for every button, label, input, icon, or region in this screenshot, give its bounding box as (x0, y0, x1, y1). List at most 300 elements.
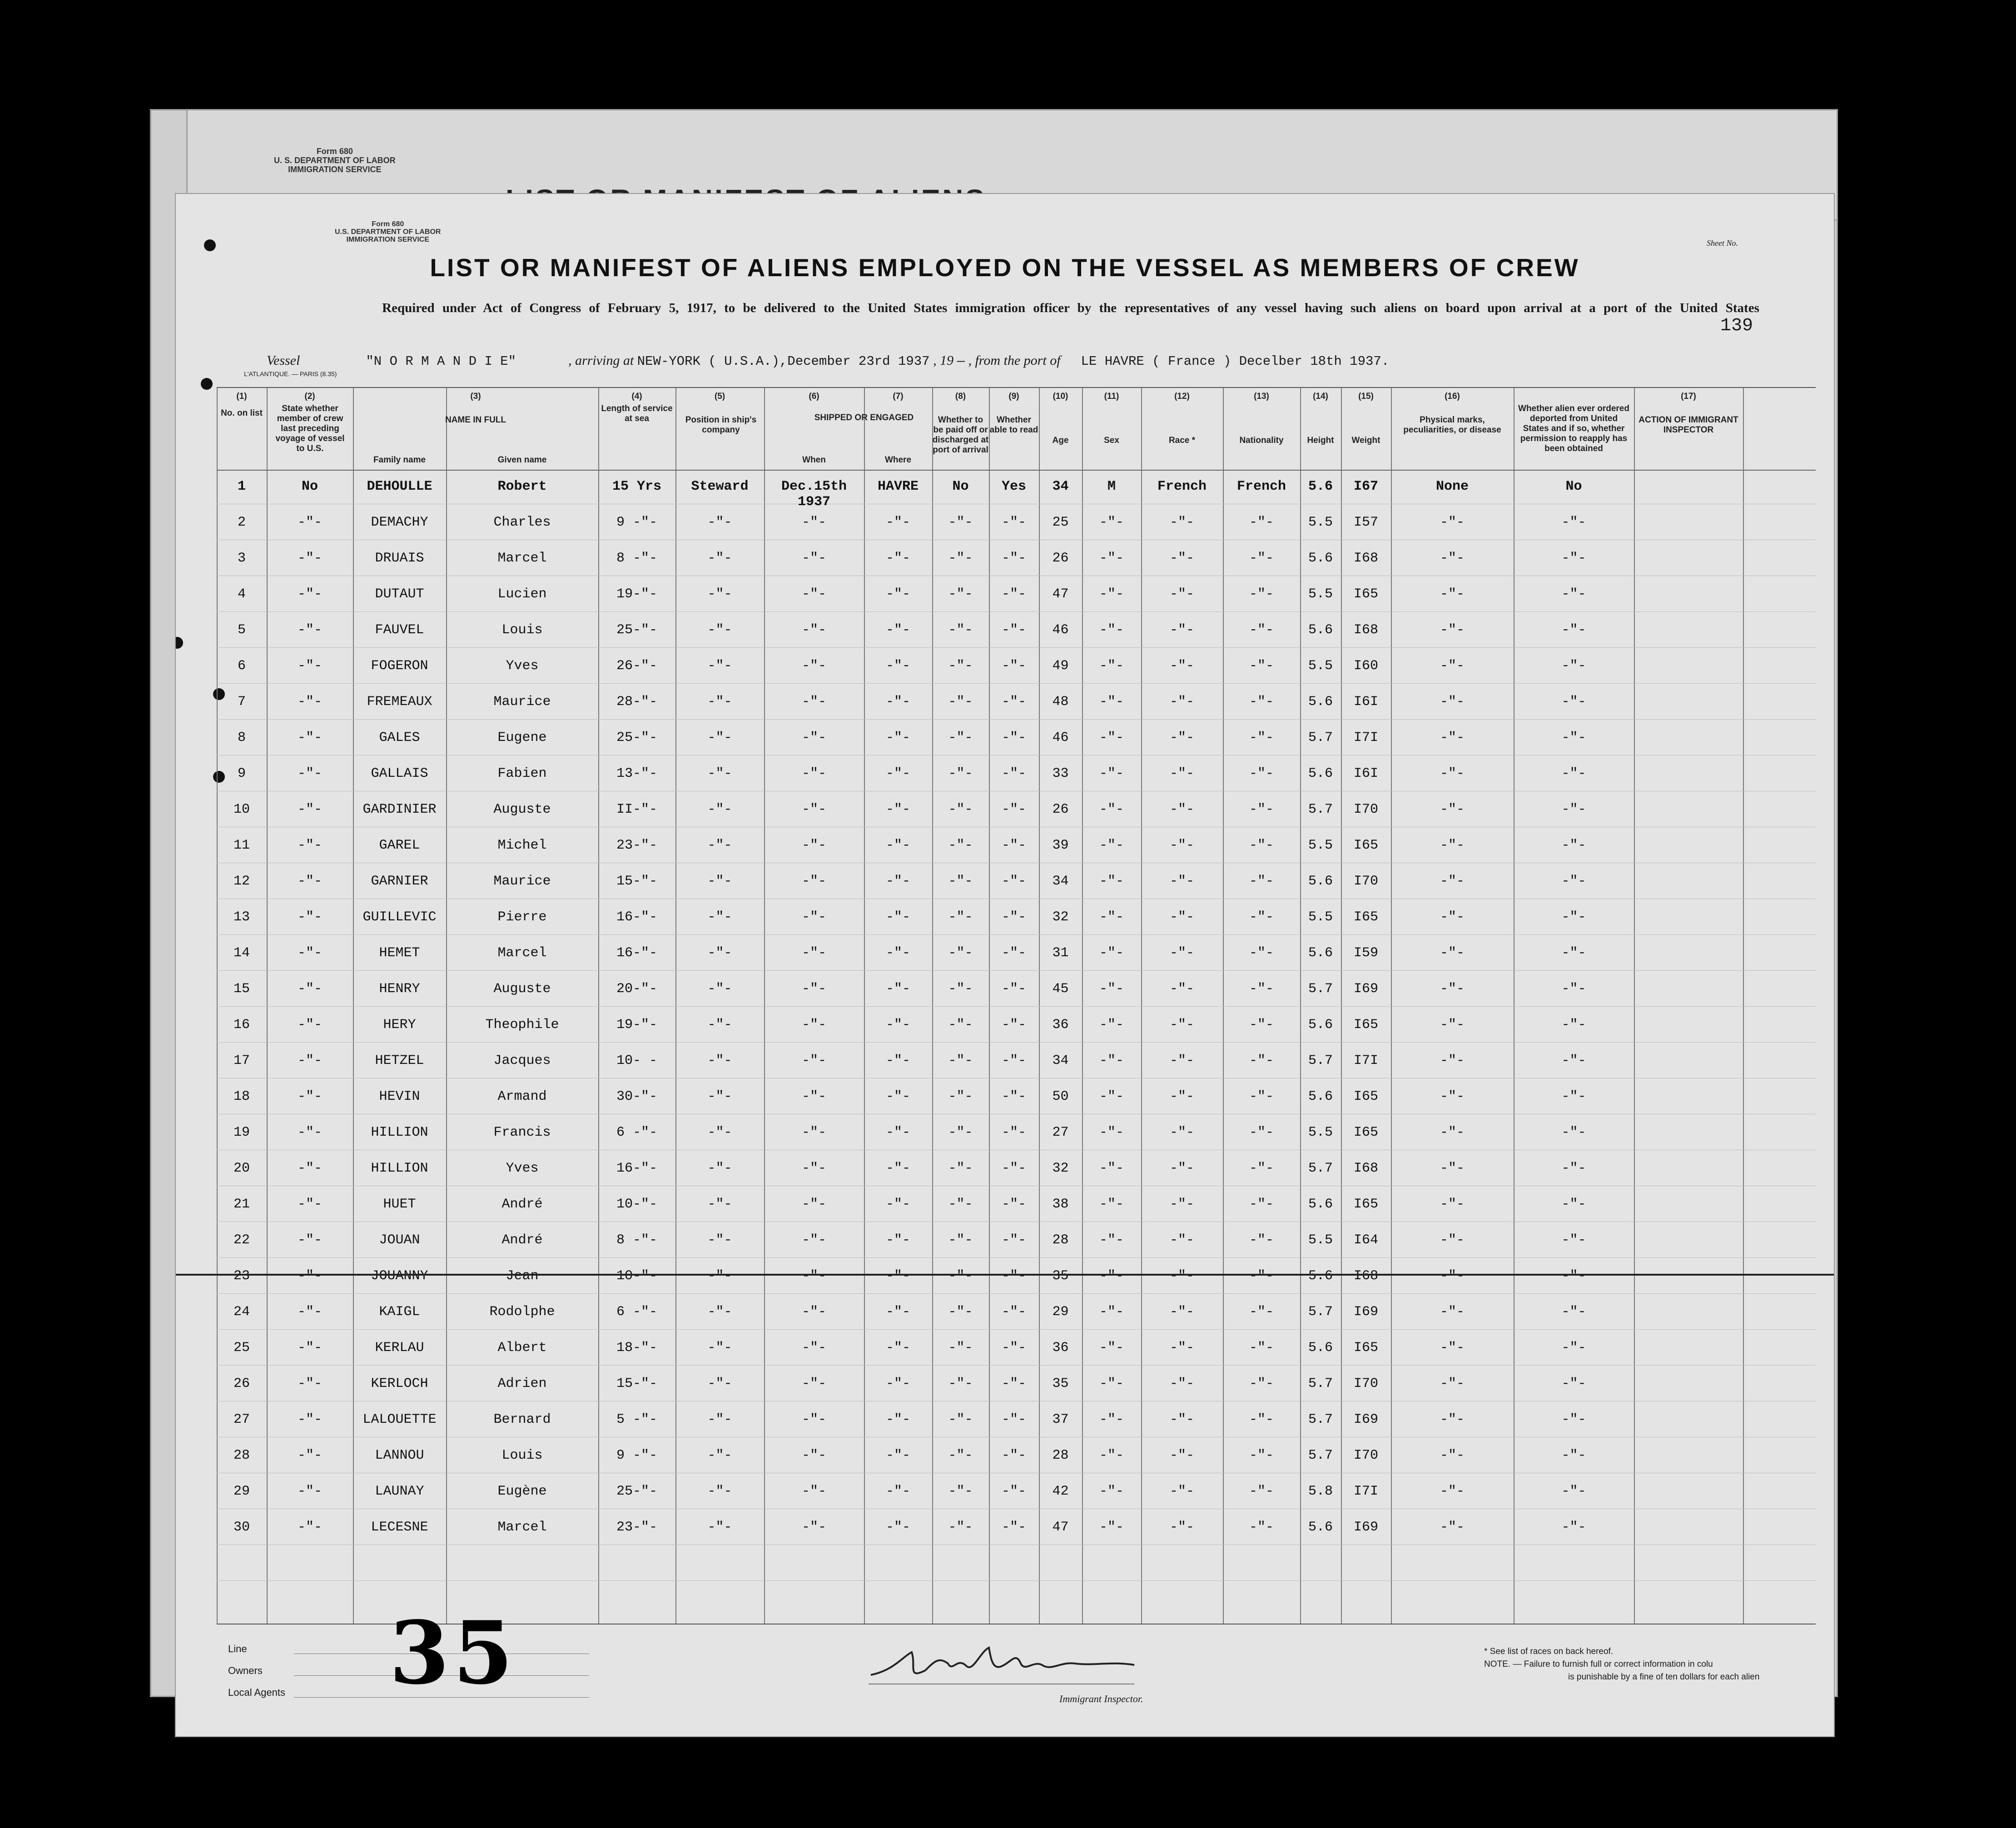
header-given-name: Given name (497, 455, 547, 465)
able-to-read-cell: -"- (1001, 802, 1026, 817)
table-row (217, 1053, 1816, 1089)
family-name-cell: DEHOULLE (367, 479, 432, 494)
shipped-where-cell: -"- (885, 1232, 910, 1248)
nationality-cell: -"- (1249, 1376, 1274, 1391)
shipped-where-cell: -"- (885, 551, 910, 566)
arriving-value: NEW-YORK ( U.S.A.),December 23rd 1937 (637, 354, 930, 369)
age-cell: 45 (1052, 981, 1069, 997)
service-length-cell: 19-"- (616, 1017, 657, 1033)
position-cell: -"- (707, 802, 732, 817)
column-number: (2) (304, 392, 315, 401)
row-number: 1 (237, 479, 246, 494)
paid-off-cell: -"- (948, 658, 973, 674)
nationality-cell: -"- (1249, 1053, 1274, 1068)
given-name-cell: Marcel (497, 551, 547, 566)
family-name-cell: HENRY (379, 981, 420, 997)
age-cell: 31 (1052, 945, 1069, 961)
able-to-read-cell: -"- (1001, 622, 1026, 638)
family-name-cell: GUILLEVIC (362, 909, 437, 925)
physical-marks-cell: -"- (1440, 1268, 1465, 1284)
sex-cell: -"- (1099, 1161, 1124, 1176)
shipped-when-cell: -"- (801, 694, 826, 710)
paid-off-cell: -"- (948, 551, 973, 566)
family-name-cell: FOGERON (371, 658, 428, 674)
sex-cell: -"- (1099, 766, 1124, 781)
column-number: (11) (1104, 392, 1119, 401)
able-to-read-cell: -"- (1001, 1232, 1026, 1248)
age-cell: 48 (1052, 694, 1069, 710)
shipped-when-cell: -"- (801, 658, 826, 674)
race-cell: -"- (1169, 1304, 1194, 1320)
race-cell: -"- (1169, 586, 1194, 602)
owners-label: Owners (228, 1665, 263, 1676)
given-name-cell: Bernard (493, 1412, 551, 1427)
physical-marks-cell: -"- (1440, 551, 1465, 566)
position-cell: -"- (707, 909, 732, 925)
previous-voyage-cell: -"- (297, 1197, 322, 1212)
row-number: 7 (237, 694, 246, 710)
nationality-cell: -"- (1249, 1232, 1274, 1248)
weight-cell: I57 (1353, 515, 1378, 530)
position-cell: -"- (707, 1412, 732, 1427)
physical-marks-cell: -"- (1440, 1412, 1465, 1427)
position-cell: -"- (707, 945, 732, 961)
shipped-when-cell: -"- (801, 1376, 826, 1391)
deported-cell: -"- (1561, 1412, 1586, 1427)
race-cell: French (1157, 479, 1207, 494)
shipped-when-cell: -"- (801, 730, 826, 745)
nationality-cell: -"- (1249, 1197, 1274, 1212)
weight-cell: I65 (1353, 1089, 1378, 1104)
deported-cell: -"- (1561, 551, 1586, 566)
given-name-cell: Auguste (493, 802, 551, 817)
shipped-when-cell: -"- (801, 1197, 826, 1212)
sex-cell: -"- (1099, 658, 1124, 674)
service-length-cell: 8 -"- (616, 1232, 657, 1248)
given-name-cell: Adrien (497, 1376, 547, 1391)
paid-off-cell: -"- (948, 1232, 973, 1248)
previous-voyage-cell: -"- (297, 1125, 322, 1140)
column-number: (3) (470, 392, 481, 401)
from-value: LE HAVRE ( France ) Decelber 18th 1937. (1081, 354, 1390, 369)
header-deported: Whether alien ever ordered deported from United States and if so, whether permission to reapply has been obtained (1518, 404, 1629, 453)
shipped-where-cell: -"- (885, 1448, 910, 1463)
year-value: — (957, 354, 965, 369)
height-cell: 5.7 (1308, 1161, 1333, 1176)
year-label: , 19 (933, 353, 954, 368)
age-cell: 49 (1052, 658, 1069, 674)
nationality-cell: -"- (1249, 802, 1274, 817)
deported-cell: -"- (1561, 1448, 1586, 1463)
previous-voyage-cell: -"- (297, 1089, 322, 1104)
weight-cell: I70 (1353, 1376, 1378, 1391)
sex-cell: -"- (1099, 1484, 1124, 1499)
shipped-where-cell: -"- (885, 730, 910, 745)
footnote-races: * See list of races on back hereof. (1484, 1647, 1614, 1656)
family-name-cell: KERLOCH (371, 1376, 428, 1391)
family-name-cell: JOUANNY (371, 1268, 428, 1284)
height-cell: 5.6 (1308, 1017, 1333, 1033)
service-length-cell: 13-"- (616, 766, 657, 781)
sex-cell: -"- (1099, 1197, 1124, 1212)
row-number: 26 (233, 1376, 250, 1391)
age-cell: 35 (1052, 1376, 1069, 1391)
weight-cell: I68 (1353, 1268, 1378, 1284)
sex-cell: -"- (1099, 945, 1124, 961)
height-cell: 5.7 (1308, 1412, 1333, 1427)
shipped-when-cell: -"- (801, 1520, 826, 1535)
race-cell: -"- (1169, 1125, 1194, 1140)
height-cell: 5.6 (1308, 622, 1333, 638)
row-number: 10 (233, 802, 250, 817)
physical-marks-cell: -"- (1440, 730, 1465, 745)
height-cell: 5.8 (1308, 1484, 1333, 1499)
height-cell: 5.5 (1308, 1125, 1333, 1140)
position-cell: Steward (691, 479, 749, 494)
age-cell: 36 (1052, 1340, 1069, 1356)
paid-off-cell: -"- (948, 1520, 973, 1535)
race-cell: -"- (1169, 874, 1194, 889)
previous-voyage-cell: -"- (297, 909, 322, 925)
previous-voyage-cell: -"- (297, 1412, 322, 1427)
age-cell: 35 (1052, 1268, 1069, 1284)
sex-cell: -"- (1099, 1304, 1124, 1320)
sex-cell: -"- (1099, 981, 1124, 997)
race-cell: -"- (1169, 1412, 1194, 1427)
deported-cell: -"- (1561, 838, 1586, 853)
row-number: 3 (237, 551, 246, 566)
weight-cell: I69 (1353, 1412, 1378, 1427)
physical-marks-cell: -"- (1440, 1089, 1465, 1104)
height-cell: 5.7 (1308, 981, 1333, 997)
race-cell: -"- (1169, 981, 1194, 997)
sex-cell: -"- (1099, 515, 1124, 530)
able-to-read-cell: -"- (1001, 1376, 1026, 1391)
weight-cell: I68 (1353, 622, 1378, 638)
position-cell: -"- (707, 730, 732, 745)
table-row (217, 945, 1816, 981)
service-length-cell: 9 -"- (616, 515, 657, 530)
service-length-cell: 23-"- (616, 1520, 657, 1535)
position-cell: -"- (707, 1448, 732, 1463)
age-cell: 32 (1052, 909, 1069, 925)
shipped-where-cell: -"- (885, 1520, 910, 1535)
able-to-read-cell: -"- (1001, 1268, 1026, 1284)
table-row (217, 515, 1816, 551)
weight-cell: I6I (1353, 766, 1378, 781)
column-number: (7) (893, 392, 904, 401)
deported-cell: No (1565, 479, 1582, 494)
column-number: (14) (1313, 392, 1328, 401)
paid-off-cell: -"- (948, 838, 973, 853)
nationality-cell: -"- (1249, 874, 1274, 889)
deported-cell: -"- (1561, 1232, 1586, 1248)
position-cell: -"- (707, 622, 732, 638)
age-cell: 39 (1052, 838, 1069, 853)
family-name-cell: DRUAIS (375, 551, 424, 566)
service-length-cell: 16-"- (616, 909, 657, 925)
position-cell: -"- (707, 1053, 732, 1068)
paid-off-cell: -"- (948, 1197, 973, 1212)
age-cell: 25 (1052, 515, 1069, 530)
service-length-cell: 16-"- (616, 1161, 657, 1176)
shipped-when-cell: -"- (801, 1017, 826, 1033)
previous-voyage-cell: -"- (297, 694, 322, 710)
weight-cell: I7I (1353, 1053, 1378, 1068)
sheet-number-label: Sheet No. (1707, 238, 1738, 248)
vessel-name: "N O R M A N D I E" (366, 354, 516, 369)
deported-cell: -"- (1561, 1089, 1586, 1104)
service-length-cell: 25-"- (616, 730, 657, 745)
sex-cell: -"- (1099, 694, 1124, 710)
family-name-cell: GARNIER (371, 874, 428, 889)
position-cell: -"- (707, 766, 732, 781)
shipped-where-cell: -"- (885, 1089, 910, 1104)
service-length-cell: 25-"- (616, 622, 657, 638)
race-cell: -"- (1169, 551, 1194, 566)
able-to-read-cell: -"- (1001, 766, 1026, 781)
deported-cell: -"- (1561, 730, 1586, 745)
row-number: 19 (233, 1125, 250, 1140)
previous-voyage-cell: -"- (297, 1448, 322, 1463)
service-length-cell: 9 -"- (616, 1448, 657, 1463)
height-cell: 5.6 (1308, 694, 1333, 710)
service-length-cell: 10-"- (616, 1197, 657, 1212)
weight-cell: I65 (1353, 1197, 1378, 1212)
shipped-where-cell: -"- (885, 1340, 910, 1356)
previous-voyage-cell: -"- (297, 551, 322, 566)
race-cell: -"- (1169, 1268, 1194, 1284)
age-cell: 47 (1052, 1520, 1069, 1535)
physical-marks-cell: -"- (1440, 1304, 1465, 1320)
deported-cell: -"- (1561, 802, 1586, 817)
service-length-cell: 16-"- (616, 945, 657, 961)
position-cell: -"- (707, 694, 732, 710)
deported-cell: -"- (1561, 1125, 1586, 1140)
weight-cell: I7I (1353, 1484, 1378, 1499)
given-name-cell: Fabien (497, 766, 547, 781)
position-cell: -"- (707, 1484, 732, 1499)
weight-cell: I69 (1353, 1304, 1378, 1320)
shipped-where-cell: -"- (885, 802, 910, 817)
sex-cell: -"- (1099, 1520, 1124, 1535)
table-row (217, 1089, 1816, 1125)
table-row (217, 1197, 1816, 1232)
race-cell: -"- (1169, 1448, 1194, 1463)
row-number: 2 (237, 515, 246, 530)
able-to-read-cell: -"- (1001, 1520, 1026, 1535)
form-number: Form 680 (372, 220, 404, 228)
position-cell: -"- (707, 658, 732, 674)
age-cell: 50 (1052, 1089, 1069, 1104)
able-to-read-cell: -"- (1001, 586, 1026, 602)
form-service: IMMIGRATION SERVICE (346, 236, 429, 243)
nationality-cell: -"- (1249, 1412, 1274, 1427)
column-number: (13) (1254, 392, 1269, 401)
shipped-when-cell: -"- (801, 874, 826, 889)
service-length-cell: 23-"- (616, 838, 657, 853)
family-name-cell: HILLION (371, 1161, 428, 1176)
previous-voyage-cell: -"- (297, 945, 322, 961)
back-form-service: IMMIGRATION SERVICE (288, 165, 382, 174)
shipped-where-cell: -"- (885, 1017, 910, 1033)
physical-marks-cell: -"- (1440, 1232, 1465, 1248)
table-row (217, 658, 1816, 694)
weight-cell: I65 (1353, 1340, 1378, 1356)
position-cell: -"- (707, 874, 732, 889)
weight-cell: I65 (1353, 909, 1378, 925)
age-cell: 34 (1052, 874, 1069, 889)
header-shipped-where: Where (884, 455, 912, 465)
sex-cell: -"- (1099, 802, 1124, 817)
shipped-where-cell: -"- (885, 1484, 910, 1499)
sex-cell: -"- (1099, 1448, 1124, 1463)
age-cell: 34 (1052, 479, 1069, 494)
shipped-where-cell: -"- (885, 981, 910, 997)
paid-off-cell: No (952, 479, 969, 494)
physical-marks-cell: -"- (1440, 694, 1465, 710)
table-row (217, 1520, 1816, 1555)
header-paid-off: Whether to be paid off or discharged at port of arrival (932, 415, 989, 455)
row-number: 15 (233, 981, 250, 997)
sex-cell: -"- (1099, 1376, 1124, 1391)
able-to-read-cell: -"- (1001, 909, 1026, 925)
deported-cell: -"- (1561, 1053, 1586, 1068)
service-length-cell: 8 -"- (616, 551, 657, 566)
shipped-where-cell: -"- (885, 909, 910, 925)
table-row (217, 1304, 1816, 1340)
manifest-title: LIST OR MANIFEST OF ALIENS EMPLOYED ON THE VESSEL AS MEMBERS OF CREW (430, 253, 1580, 282)
given-name-cell: Francis (493, 1125, 551, 1140)
height-cell: 5.6 (1308, 1520, 1333, 1535)
physical-marks-cell: -"- (1440, 1484, 1465, 1499)
physical-marks-cell: -"- (1440, 1340, 1465, 1356)
able-to-read-cell: -"- (1001, 1484, 1026, 1499)
given-name-cell: Michel (497, 838, 547, 853)
header-family-name: Family name (373, 455, 426, 465)
header-shipped-when: When (802, 455, 826, 465)
age-cell: 26 (1052, 551, 1069, 566)
deported-cell: -"- (1561, 515, 1586, 530)
manifest-sheet (175, 193, 1835, 1737)
given-name-cell: Maurice (493, 874, 551, 889)
deported-cell: -"- (1561, 1304, 1586, 1320)
family-name-cell: HERY (383, 1017, 416, 1033)
physical-marks-cell: -"- (1440, 1053, 1465, 1068)
deported-cell: -"- (1561, 1340, 1586, 1356)
position-cell: -"- (707, 1161, 732, 1176)
line-label: Line (228, 1643, 247, 1654)
column-number: (6) (809, 392, 819, 401)
given-name-cell: Auguste (493, 981, 551, 997)
given-name-cell: André (502, 1232, 543, 1248)
previous-voyage-cell: -"- (297, 1161, 322, 1176)
family-name-cell: LAUNAY (375, 1484, 424, 1499)
able-to-read-cell: Yes (1001, 479, 1026, 494)
nationality-cell: -"- (1249, 622, 1274, 638)
paid-off-cell: -"- (948, 802, 973, 817)
service-length-cell: 6 -"- (616, 1125, 657, 1140)
given-name-cell: Marcel (497, 1520, 547, 1535)
column-number: (8) (955, 392, 966, 401)
service-length-cell: 15 Yrs (612, 479, 662, 494)
given-name-cell: Louis (502, 622, 543, 638)
service-length-cell: 5 -"- (616, 1412, 657, 1427)
shipped-when-cell: -"- (801, 1304, 826, 1320)
weight-cell: I68 (1353, 1161, 1378, 1176)
previous-voyage-cell: -"- (297, 838, 322, 853)
able-to-read-cell: -"- (1001, 1197, 1026, 1212)
shipped-when-cell: -"- (801, 1448, 826, 1463)
race-cell: -"- (1169, 909, 1194, 925)
able-to-read-cell: -"- (1001, 694, 1026, 710)
table-row (217, 1161, 1816, 1197)
able-to-read-cell: -"- (1001, 1340, 1026, 1356)
able-to-read-cell: -"- (1001, 1125, 1026, 1140)
race-cell: -"- (1169, 838, 1194, 853)
height-cell: 5.6 (1308, 874, 1333, 889)
deported-cell: -"- (1561, 1017, 1586, 1033)
previous-voyage-cell: -"- (297, 622, 322, 638)
service-length-cell: II-"- (616, 802, 657, 817)
given-name-cell: Armand (497, 1089, 547, 1104)
form-label (335, 220, 441, 243)
row-number: 6 (237, 658, 246, 674)
service-length-cell: 25-"- (616, 1484, 657, 1499)
shipped-where-cell: -"- (885, 586, 910, 602)
row-number: 8 (237, 730, 246, 745)
position-cell: -"- (707, 515, 732, 530)
column-number: (12) (1174, 392, 1190, 401)
family-name-cell: KAIGL (379, 1304, 420, 1320)
stamp-number: 35 (389, 1602, 517, 1704)
sex-cell: -"- (1099, 1089, 1124, 1104)
previous-voyage-cell: -"- (297, 802, 322, 817)
physical-marks-cell: -"- (1440, 802, 1465, 817)
sex-cell: -"- (1099, 1017, 1124, 1033)
sex-cell: M (1107, 479, 1116, 494)
physical-marks-cell: -"- (1440, 515, 1465, 530)
table-row (217, 479, 1816, 515)
family-name-cell: DUTAUT (375, 586, 424, 602)
given-name-cell: Yves (506, 1161, 539, 1176)
nationality-cell: -"- (1249, 838, 1274, 853)
shipped-where-cell: -"- (885, 1412, 910, 1427)
family-name-cell: GARDINIER (362, 802, 437, 817)
previous-voyage-cell: -"- (297, 1484, 322, 1499)
sex-cell: -"- (1099, 874, 1124, 889)
weight-cell: I68 (1353, 551, 1378, 566)
table-row (217, 1484, 1816, 1520)
sex-cell: -"- (1099, 586, 1124, 602)
height-cell: 5.5 (1308, 515, 1333, 530)
position-cell: -"- (707, 1340, 732, 1356)
height-cell: 5.6 (1308, 766, 1333, 781)
nationality-cell: -"- (1249, 1125, 1274, 1140)
race-cell: -"- (1169, 1161, 1194, 1176)
race-cell: -"- (1169, 1484, 1194, 1499)
nationality-cell: -"- (1249, 981, 1274, 997)
race-cell: -"- (1169, 515, 1194, 530)
given-name-cell: Robert (497, 479, 547, 494)
age-cell: 26 (1052, 802, 1069, 817)
physical-marks-cell: -"- (1440, 874, 1465, 889)
age-cell: 42 (1052, 1484, 1069, 1499)
nationality-cell: -"- (1249, 1520, 1274, 1535)
paid-off-cell: -"- (948, 1268, 973, 1284)
position-cell: -"- (707, 838, 732, 853)
nationality-cell: -"- (1249, 1484, 1274, 1499)
